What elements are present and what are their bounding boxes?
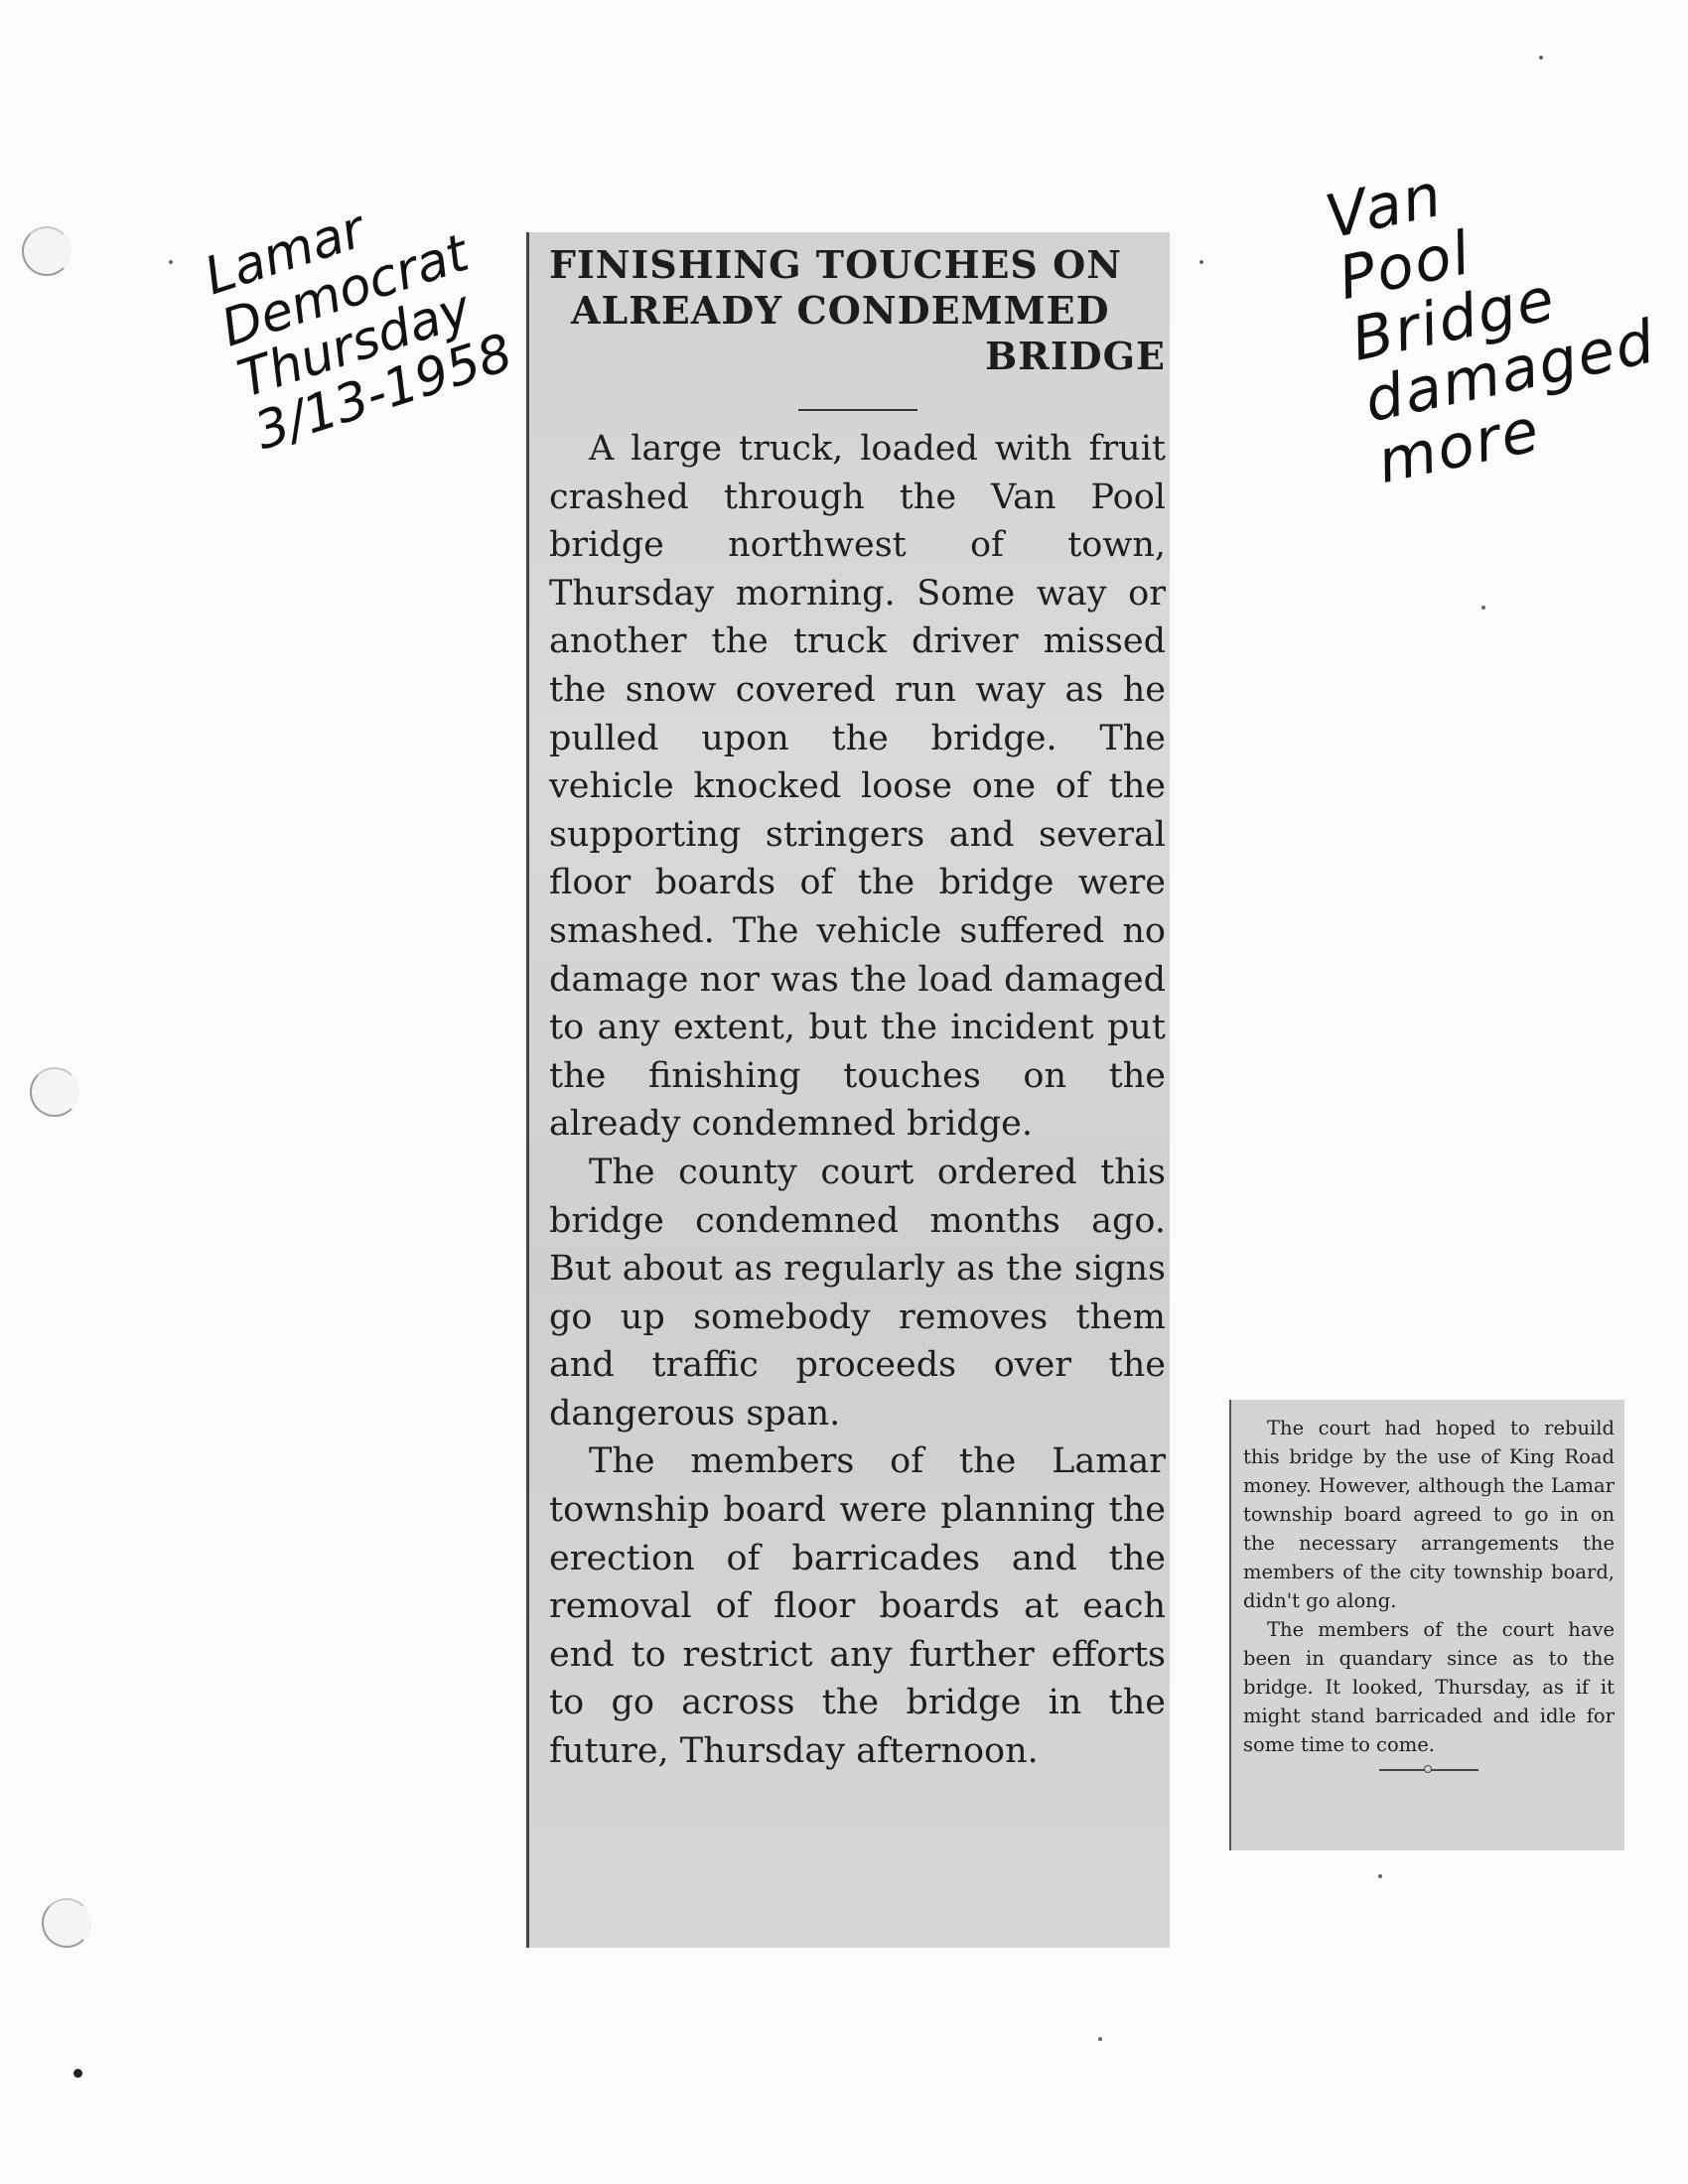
headline-line-1: FINISHING TOUCHES ON (549, 242, 1122, 287)
headline-line-2: ALREADY CONDEMMED (571, 288, 1110, 333)
handwritten-source-note: Lamar Democrat Thursday 3/13-1958 (198, 200, 519, 462)
newspaper-clipping-main (526, 232, 1170, 1948)
speck (1539, 56, 1543, 60)
handwritten-topic-note: Van Pool Bridge damaged more (1320, 160, 1662, 498)
headline-line-3: BRIDGE (985, 334, 1166, 378)
continuation-paragraph: The members of the court have been in quandary since as to the bridge. It looked, Thursday, as if it might stand barricaded and idle for some time to come. (1243, 1618, 1615, 1756)
speck (169, 260, 173, 264)
continuation-paragraph: The court had hoped to rebuild this bridge by the use of King Road money. However, although the Lamar township board agreed to go in on the necessary arrangements the members of the city township board, didn't go along. (1243, 1417, 1615, 1612)
speck (1378, 1874, 1382, 1878)
speck (1199, 260, 1203, 264)
end-mark-divider (1379, 1769, 1478, 1771)
speck (1481, 606, 1485, 610)
speck (73, 2069, 82, 2078)
article-body (549, 425, 1166, 1776)
headline-divider (798, 409, 917, 411)
newspaper-clipping-continuation (1229, 1400, 1624, 1850)
continuation-body (1243, 1414, 1615, 1759)
article-paragraph: The members of the Lamar township board were planning the erection of barricades and the removal of floor boards at each end to restrict any further efforts to go across the bridge in the future, Thursday afternoon. (549, 1441, 1166, 1772)
binder-hole-bottom (42, 1898, 91, 1948)
binder-hole-top (22, 226, 71, 276)
article-paragraph: A large truck, loaded with fruit crashed through the Van Pool bridge northwest of town, Thursday morning. Some way or another the truck driver missed the snow covered run way as he pulled upon the bridge. The vehicle knocked loose one of the supporting stringers and several floor boards of the bridge were smashed. The vehicle suffered no damage nor was the load damaged to any extent, but the incident put the finishing touches on the already condemned bridge. (549, 429, 1166, 1145)
article-paragraph: The county court ordered this bridge condemned months ago. But about as regularly as the signs go up somebody removes them and traffic proceeds over the dangerous span. (549, 1152, 1166, 1433)
binder-hole-middle (30, 1067, 79, 1117)
speck (1098, 2037, 1102, 2041)
